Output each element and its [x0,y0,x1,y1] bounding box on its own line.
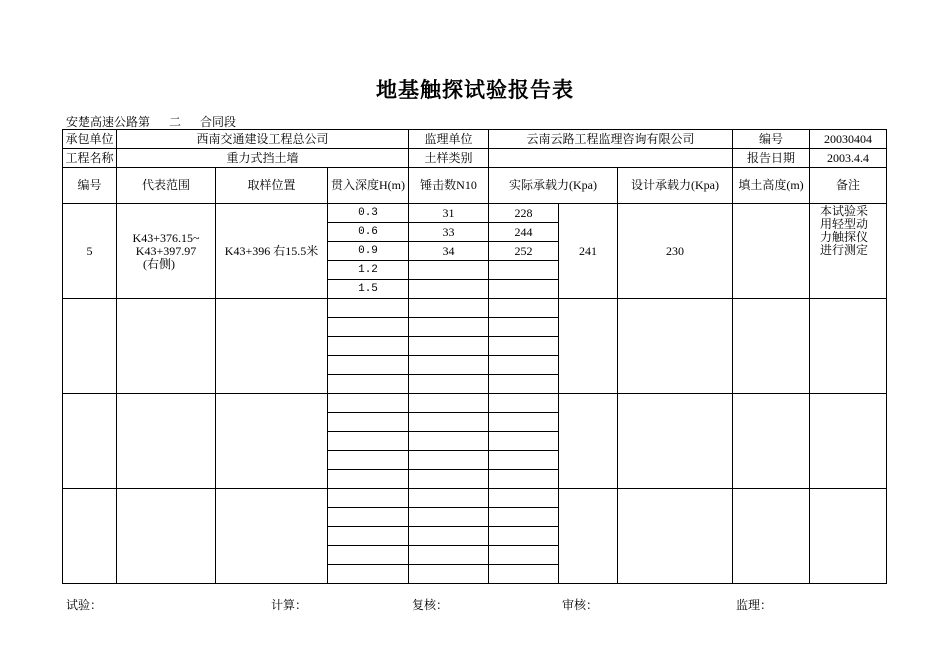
remark-note: 本试验采用轻型动力触探仪进行测定 [810,204,887,299]
empty-cell [328,546,409,565]
col-fill: 填土高度(m) [733,168,810,204]
soil-value [489,149,733,168]
actual-cell: 228 [489,204,559,223]
empty-cell [328,508,409,527]
empty-cell [216,394,328,489]
soil-label: 土样类别 [409,149,489,168]
actual-cell: 244 [489,223,559,242]
empty-cell [216,299,328,394]
empty-cell [409,546,489,565]
empty-cell [328,470,409,489]
depth-cell: 0.9 [328,242,409,261]
range-line-1: K43+376.15~ [132,230,200,245]
empty-cell [409,508,489,527]
empty-cell [559,489,618,584]
code-value: 20030404 [810,130,887,149]
contractor-label: 承包单位 [63,130,117,149]
report-title: 地基触探试验报告表 [376,78,574,102]
contractor-value: 西南交通建设工程总公司 [117,130,409,149]
empty-cell [409,299,489,318]
empty-cell [559,299,618,394]
empty-cell [328,375,409,394]
depth-cell: 0.3 [328,204,409,223]
project-label: 工程名称 [63,149,117,168]
empty-cell [328,318,409,337]
signature-calc: 计算： [271,598,308,612]
contract-section [66,113,236,130]
range-line-2: K43+397.97 [135,243,197,258]
empty-cell [489,356,559,375]
empty-cell [328,527,409,546]
depth-cell: 0.6 [328,223,409,242]
empty-cell [328,432,409,451]
col-no: 编号 [63,168,117,204]
empty-cell [489,394,559,413]
empty-cell [409,394,489,413]
empty-cell [618,489,733,584]
empty-cell [489,375,559,394]
code-label: 编号 [733,130,810,149]
empty-cell [559,394,618,489]
section-prefix: 安楚高速公路第 [66,115,151,129]
section-suffix: 合同段 [200,115,237,129]
range-line-3: (右侧) [143,256,175,271]
empty-cell [489,565,559,584]
empty-cell [117,489,216,584]
empty-cell [328,489,409,508]
blows-cell [409,261,489,280]
actual-cell [489,261,559,280]
empty-cell [489,470,559,489]
empty-cell [409,432,489,451]
project-value: 重力式挡土墙 [117,149,409,168]
empty-cell [810,299,887,394]
empty-cell [328,299,409,318]
empty-cell [733,489,810,584]
empty-cell [733,394,810,489]
col-remark: 备注 [810,168,887,204]
date-value: 2003.4.4 [810,149,887,168]
signature-footer [0,596,950,612]
empty-cell [328,413,409,432]
empty-cell [409,527,489,546]
empty-cell [328,451,409,470]
col-depth: 贯入深度H(m) [328,168,409,204]
depth-cell: 1.2 [328,261,409,280]
empty-cell [328,337,409,356]
empty-cell [489,508,559,527]
empty-cell [489,413,559,432]
empty-cell [489,489,559,508]
empty-cell [810,394,887,489]
empty-cell [409,489,489,508]
empty-cell [216,489,328,584]
section-number: 二 [150,116,200,130]
empty-cell [409,375,489,394]
col-location: 取样位置 [216,168,328,204]
report-table [62,129,887,584]
empty-cell [489,337,559,356]
actual-cell: 252 [489,242,559,261]
empty-cell [63,299,117,394]
blows-cell: 34 [409,242,489,261]
actual-cell [489,280,559,299]
depth-cell: 1.5 [328,280,409,299]
record-location: K43+396 右15.5米 [216,204,328,299]
col-range: 代表范围 [117,168,216,204]
col-blows: 锤击数N10 [409,168,489,204]
empty-cell [409,318,489,337]
design-value: 230 [618,204,733,299]
actual-average: 241 [559,204,618,299]
empty-cell [328,394,409,413]
empty-cell [409,565,489,584]
supervisor-label: 监理单位 [409,130,489,149]
empty-cell [409,470,489,489]
supervisor-value: 云南云路工程监理咨询有限公司 [489,130,733,149]
empty-cell [810,489,887,584]
empty-cell [489,546,559,565]
empty-cell [328,356,409,375]
empty-cell [409,337,489,356]
empty-cell [63,489,117,584]
empty-cell [733,299,810,394]
record-no: 5 [63,204,117,299]
empty-cell [63,394,117,489]
col-design: 设计承载力(Kpa) [618,168,733,204]
blows-cell [409,280,489,299]
empty-cell [409,451,489,470]
blows-cell: 33 [409,223,489,242]
empty-cell [328,565,409,584]
col-actual: 实际承载力(Kpa) [489,168,618,204]
empty-cell [489,432,559,451]
signature-review: 复核： [412,598,449,612]
empty-cell [489,527,559,546]
empty-cell [409,356,489,375]
record-range [117,204,216,299]
empty-cell [489,451,559,470]
signature-supervise: 监理： [736,598,773,612]
empty-cell [117,299,216,394]
empty-cell [618,299,733,394]
empty-cell [117,394,216,489]
empty-cell [409,413,489,432]
signature-audit: 审核： [562,598,599,612]
blows-cell: 31 [409,204,489,223]
empty-cell [489,318,559,337]
date-label: 报告日期 [733,149,810,168]
fill-height [733,204,810,299]
empty-cell [489,299,559,318]
signature-test: 试验： [66,598,103,612]
empty-cell [618,394,733,489]
